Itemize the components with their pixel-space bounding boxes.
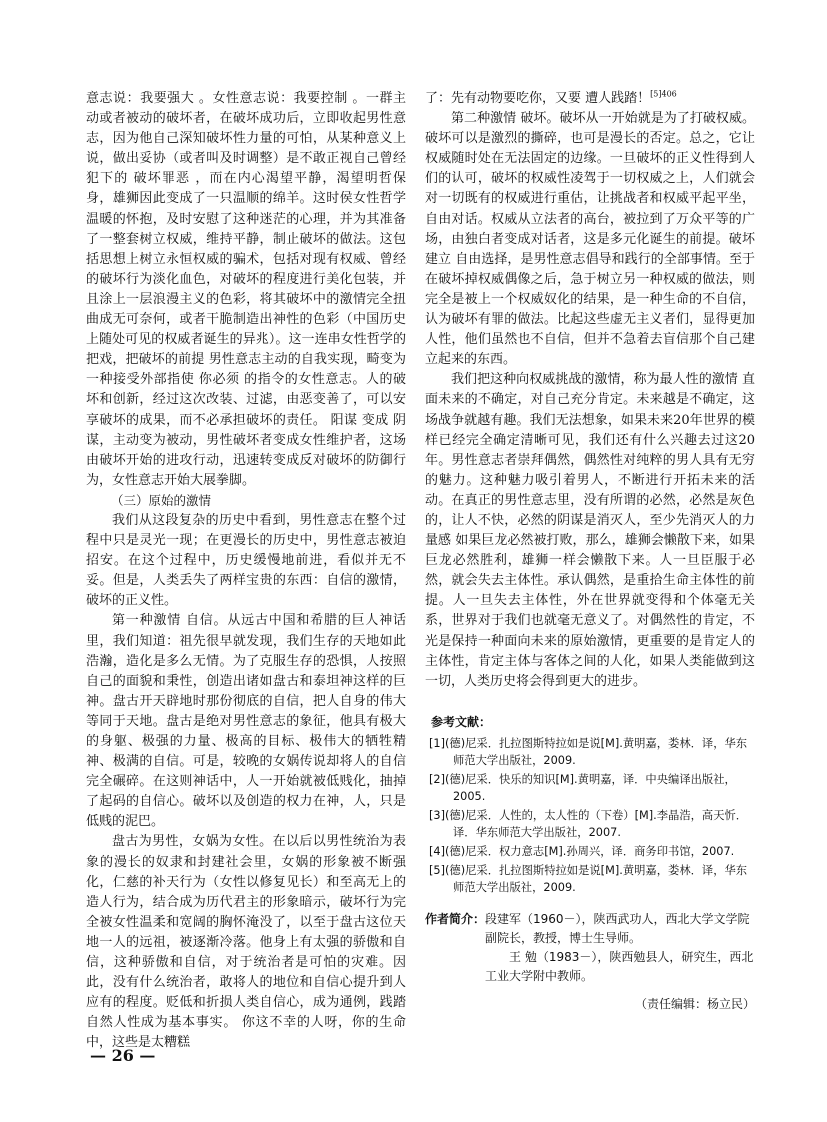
- quote-text: 了：先有动物要吃你，又要 遭人践踏！: [425, 91, 651, 106]
- author-bio: [425, 910, 755, 986]
- author-bio-label: 作者简介：: [425, 911, 486, 926]
- reference-item: [1](德)尼采．扎拉图斯特拉如是说[M].黄明嘉，娄林．译，华东师范大学出版社，2009.: [429, 736, 748, 767]
- body-paragraph: 意志说：我要强大 。女性意志说：我要控制 。一群主动或者被动的破坏者，在破坏成功后，立即收起男性意志，因为他自己深知破坏性力量的可怕，从某种意义上说，做出妥协（或者叫及时调整）是不敢正视自己曾经犯下的 破坏罪恶 ，而在内心渴望平静，渴望明哲保身，雄狮因此变成了一只温顺的绵羊。这时侯女性哲学温暖的怀抱，及时安慰了这种迷茫的心理，并为其准备了一整套树立权威，维持平静，制止破坏的做法。这包括思想上树立永恒权威的骗术，包括对现有权威、曾经的破坏行为淡化血色，对破坏的程度进行美化包装，并且涂上一层浪漫主义的色彩，将其破坏中的激情完全扭曲成无可奈何，或者干脆制造出神性的色彩（中国历史上随处可见的权威者诞生的异兆）。这一连串女性哲学的把戏，把破坏的前提 男性意志主动的自我实现，畸变为一种接受外部指使 你必须 的指令的女性意志。人的破坏和创新，经过这次改装、过滤，由恶变善了，可以安享破坏的成果，而不必承担破坏的责任。 阳谋 变成 阴谋，主动变为被动，男性破坏者变成女性维护者，这场由破坏开始的进攻行动，迅速转变成反对破坏的防御行为，女性意志开始大展拳脚。: [86, 91, 406, 488]
- body-paragraph: [425, 89, 755, 109]
- references-list: [425, 735, 755, 896]
- section-heading: （三）原始的激情: [111, 492, 212, 508]
- body-paragraph: 我们把这种向权威挑战的激情，称为最人性的激情 直面未来的不确定，对自己充分肯定。未来越是不确定，这场战争就越有趣。我们无法想象，如果未来20年世界的模样已经完全确定清晰可见，我们还有什么兴趣去过这20年。男性意志者崇拜偶然，偶然性对纯粹的男人具有无穷的魅力。这种魅力吸引着男人，不断进行开拓未来的活动。在真正的男性意志里，没有所谓的必然，必然是灰色的，让人不快，必然的阴谋是消灭人，至少先消灭人的力量感 如果巨龙必然被打败，那么，雄狮会懒散下来，如果巨龙必然胜利，雄狮一样会懒散下来。人一旦臣服于必然，就会失去主体性。承认偶然，是重拾生命主体性的前提。人一旦失去主体性，外在世界就变得和个体毫无关系，世界对于我们也就毫无意义了。对偶然性的肯定，不光是保持一种面向未来的原始激情，更重要的是肯定人的主体性，肯定主体与客体之间的人化，如果人类能做到这一切，人类历史将会得到更大的进步。: [425, 372, 755, 689]
- right-column: [425, 89, 755, 1014]
- reference-item: [3](德)尼采．人性的，太人性的（下卷）[M].李晶浩，高天忻．译．华东师范大学出版社，2007.: [429, 808, 748, 839]
- body-paragraph: 盘古为男性，女娲为女性。在以后以男性统治为表象的漫长的奴隶和封建社会里，女娲的形象被不断强化，仁慈的补天行为（女性以修复见长）和至高无上的造人行为，结合成为历代君主的形象暗示，破坏行为完全被女性温柔和宽阔的胸怀淹没了，以至于盘古这位天地一人的远祖，被逐渐冷落。他身上有太强的骄傲和自信，这种骄傲和自信，对于统治者是可怕的灾难。因此，没有什么统治者，敢将人的地位和自信心提升到人应有的程度。贬低和折损人类自信心，成为通例，践踏自然人性成为基本事实。 你这不幸的人呀，你的生命中，这些是太糟糕: [86, 834, 406, 1051]
- body-paragraph: 第二种激情 破坏。破坏从一开始就是为了打破权威。破坏可以是激烈的撕碎，也可是漫长的否定。总之，它让权威随时处在无法固定的边缘。一旦破坏的正义性得到人们的认可，破坏的权威性凌驾于一切权威之上，人们就会对一切既有的权威进行重估，让挑战者和权威平起平坐，自由对话。权威从立法者的高台，被拉到了万众平等的广场，由独白者变成对话者，这是多元化诞生的前提。破坏 建立 自由选择，是男性意志倡导和践行的全部事情。至于在破坏掉权威偶像之后，急于树立另一种权威的做法，则完全是被上一个权威奴化的结果，是一种生命的不自信，认为破坏有罪的做法。比起这些虚无主义者们，显得更加人性，他们虽然也不自信，但并不急着去盲信那个自己建立起来的东西。: [425, 111, 755, 368]
- reference-item: [2](德)尼采．快乐的知识[M].黄明嘉，译．中央编译出版社，2005.: [429, 772, 736, 803]
- author-bio-entry: 段建军（1960－），陕西武功人，西北大学文学院副院长，教授，博士生导师。: [485, 911, 750, 945]
- left-column: [86, 89, 406, 1054]
- author-bio-entry: 王 勉（1983－），陕西勉县人，研究生，西北工业大学附中教师。: [485, 949, 754, 983]
- reference-item: [5](德)尼采．扎拉图斯特拉如是说[M].黄明嘉，娄林．译，华东师范大学出版社，2009.: [429, 863, 748, 894]
- page-number: — 26 —: [90, 1046, 156, 1065]
- reference-item: [4](德)尼采．权力意志[M].孙周兴，译．商务印书馆，2007.: [429, 844, 735, 858]
- body-paragraph: 第一种激情 自信。从远古中国和希腊的巨人神话里，我们知道：祖先很早就发现，我们生存的天地如此浩瀚，造化是多么无情。为了克服生存的恐惧，人按照自己的面貌和秉性，创造出诸如盘古和泰坦神这样的巨神。盘古开天辟地时那份彻底的自信，把人自身的伟大等同于天地。盘古是绝对男性意志的象征，他具有极大的身躯、极强的力量、极高的目标、极伟大的牺牲精神、极满的自信。可是，较晚的女娲传说却将人的自信完全碾碎。在这则神话中，人一开始就被低贱化，抽掉了起码的自信心。破坏以及创造的权力在神，人，只是低贱的泥巴。: [86, 613, 406, 830]
- references-title: 参考文献：: [431, 714, 492, 729]
- responsible-editor: （责任编辑：杨立民）: [634, 996, 755, 1011]
- citation-marker: [5]406: [650, 89, 677, 99]
- body-paragraph: 我们从这段复杂的历史中看到，男性意志在整个过程中只是灵光一现；在更漫长的历史中，男性意志被迫招安。在这个过程中，历史缓慢地前进，看似并无不妥。但是，人类丢失了两样宝贵的东西：自信的激情，破坏的正义性。: [86, 512, 406, 609]
